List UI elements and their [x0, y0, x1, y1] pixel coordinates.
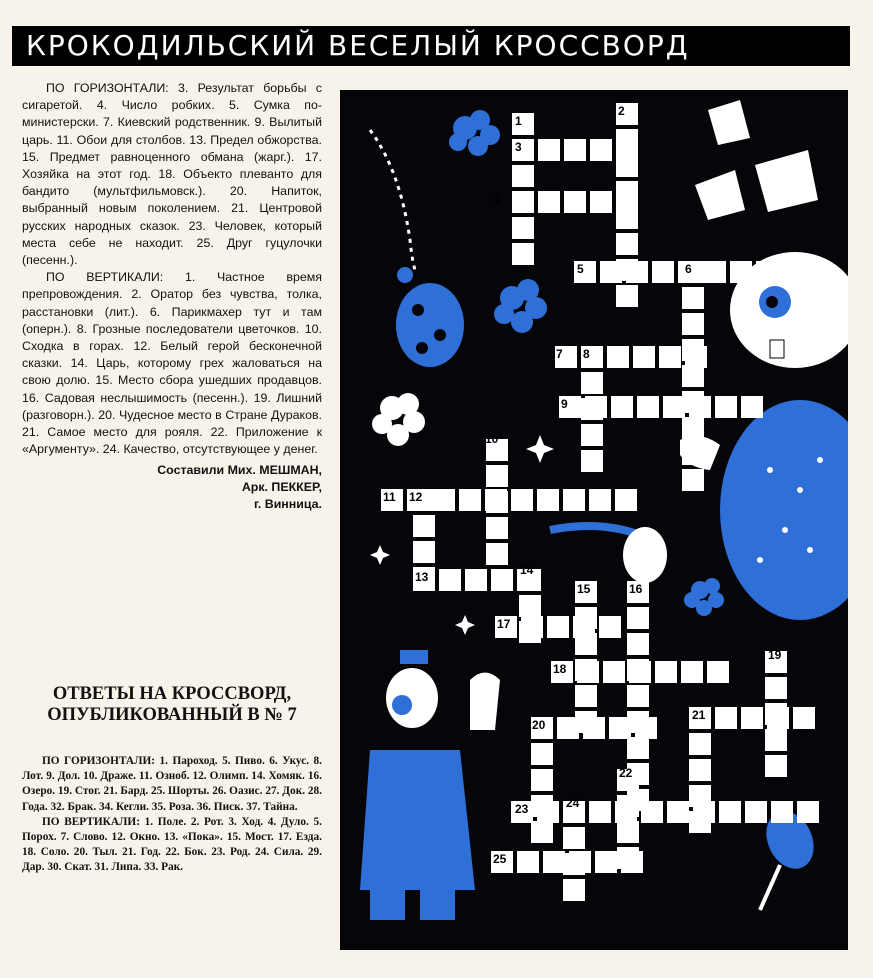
grid-cell[interactable]	[707, 661, 729, 683]
clue-number: 4	[493, 192, 500, 206]
grid-cell[interactable]	[627, 685, 649, 707]
grid-cell[interactable]	[512, 243, 534, 265]
grid-cell[interactable]	[663, 396, 685, 418]
grid-cell[interactable]	[521, 616, 543, 638]
grid-cell[interactable]	[633, 346, 655, 368]
grid-cell[interactable]	[569, 851, 591, 873]
grid-cell[interactable]	[600, 261, 622, 283]
grid-cell[interactable]	[531, 821, 553, 843]
grid-cell[interactable]	[607, 346, 629, 368]
grid-cell[interactable]	[616, 191, 638, 213]
grid-cell[interactable]	[595, 851, 617, 873]
clue-number: 21	[692, 708, 706, 722]
clue-number: 2	[618, 104, 625, 118]
grid-cell[interactable]	[627, 737, 649, 759]
flower-icon	[372, 393, 425, 446]
clue-number: 24	[566, 796, 580, 810]
grid-cell[interactable]	[564, 191, 586, 213]
clues-horizontal: ПО ГОРИЗОНТАЛИ: 3. Результат борьбы с сигаретой. 4. Число робких. 5. Сумка по-министерски. 7. Киевский родственник. 9. Вылитый царь. 11. Обои для столбов. 13. Предел обжорства. 15. Предмет равноценного обмана (жарг.). 17. Хозяйка на этот год. 18. Объекто плеванто для бандито (мультфильмовск.). 20. Напиток, выбранный новым поколением. 21. Центровой русских народных сказок. 23. Человек, который места себе не находит. 25. Друг гуцулочки (песенн.).	[22, 81, 322, 268]
grid-cell[interactable]	[538, 139, 560, 161]
grid-cell[interactable]	[682, 469, 704, 491]
clue-number: 3	[515, 140, 522, 154]
grid-cell[interactable]	[581, 424, 603, 446]
grid-cell[interactable]	[581, 372, 603, 394]
grid-cell[interactable]	[615, 489, 637, 511]
grid-cell[interactable]	[745, 801, 767, 823]
clue-number: 19	[768, 648, 782, 662]
grid-cell[interactable]	[511, 489, 533, 511]
grid-cell[interactable]	[491, 569, 513, 591]
grid-cell[interactable]	[704, 261, 726, 283]
grid-cell[interactable]	[730, 261, 752, 283]
grid-cell[interactable]	[715, 396, 737, 418]
grid-cell[interactable]	[659, 346, 681, 368]
answers-horizontal: ПО ГОРИЗОНТАЛИ: 1. Пароход. 5. Пиво. 6. Укус. 8. Лот. 9. Дол. 10. Драже. 11. Озноб. 12. Олимп. 14. Хомяк. 16. Озеро. 19. Стог. 21. Бард. 25. Шорты. 26. Оазис. 27. Док. 28. Года. 32. Брак. 34. Кегли. 35. Роза. 36. Писк. 37. Тайна.	[22, 755, 322, 813]
grid-cell[interactable]	[756, 261, 778, 283]
grid-cell[interactable]	[765, 677, 787, 699]
clue-number: 6	[685, 262, 692, 276]
grid-cell[interactable]	[512, 217, 534, 239]
clue-number: 17	[497, 617, 511, 631]
grid-cell[interactable]	[715, 707, 737, 729]
grid-cell[interactable]	[575, 633, 597, 655]
clue-number: 1	[515, 114, 522, 128]
grid-cell[interactable]	[575, 685, 597, 707]
clue-number: 13	[415, 570, 429, 584]
grid-cell[interactable]	[439, 569, 461, 591]
grid-cell[interactable]	[531, 769, 553, 791]
grid-cell[interactable]	[682, 443, 704, 465]
grid-cell[interactable]	[433, 489, 455, 511]
grid-cell[interactable]	[616, 155, 638, 177]
grid-cell[interactable]	[557, 717, 579, 739]
clue-number: 12	[409, 490, 423, 504]
credits-line-2: Арк. ПЕККЕР,	[241, 480, 322, 495]
grid-cell[interactable]	[581, 450, 603, 472]
grid-cell[interactable]	[765, 729, 787, 751]
grid-cell[interactable]	[599, 616, 621, 638]
grid-cell[interactable]	[537, 801, 559, 823]
crossword-panel	[340, 90, 848, 950]
grid-cell[interactable]	[538, 191, 560, 213]
clue-number: 11	[383, 490, 396, 504]
grid-cell[interactable]	[413, 515, 435, 537]
answers-title: ОТВЕТЫ НА КРОССВОРД, ОПУБЛИКОВАННЫЙ В № 7	[47, 684, 297, 725]
grid-cell[interactable]	[797, 801, 819, 823]
grid-cell[interactable]	[486, 517, 508, 539]
grid-cell[interactable]	[693, 801, 715, 823]
clue-number: 5	[577, 262, 584, 276]
grid-cell[interactable]	[547, 616, 569, 638]
credits-line-3: г. Винница.	[253, 497, 322, 512]
flower-icon	[494, 279, 547, 333]
pipe-icon	[550, 526, 667, 583]
grid-cell[interactable]	[682, 365, 704, 387]
grid-cell[interactable]	[575, 607, 597, 629]
clues-vertical: ПО ВЕРТИКАЛИ: 1. Частное время препровождения. 2. Оратор без чувства, толка, расстановки (лит.). 6. Парикмахер тут и там (оперн.). 8. Грозные последователи цветочков. 10. Сходка в горах. 12. Белый герой бесконечной сказки. 14. Царь, которому грех жаловаться на свою долю. 15. Место сбора ушедших продавцов. 16. Садовая неслышимость (песенн.). 19. Лишний (разговорн.). 20. Чудесное место в Стране Дураков. 21. Самое место для рояля. 22. Приложение к «Аргументу». 24. Качество, отсутствующее у денег.	[22, 270, 322, 457]
clue-number: 14	[520, 563, 534, 577]
grid-cell[interactable]	[689, 759, 711, 781]
grid-cell[interactable]	[641, 801, 663, 823]
grid-cell[interactable]	[765, 755, 787, 777]
flower-icon	[449, 110, 500, 156]
grid-cell[interactable]	[617, 821, 639, 843]
clue-number: 20	[532, 718, 546, 732]
grid-cell[interactable]	[689, 733, 711, 755]
grid-cell[interactable]	[682, 417, 704, 439]
grid-cell[interactable]	[563, 489, 585, 511]
paper-icon	[695, 100, 818, 220]
credits-line-1: Составили Мих. МЕШМАН,	[157, 463, 322, 478]
grid-cell[interactable]	[577, 661, 599, 683]
man-in-coat-icon	[360, 650, 500, 920]
clue-number: 15	[577, 582, 591, 596]
grid-cell[interactable]	[682, 287, 704, 309]
grid-cell[interactable]	[629, 661, 651, 683]
clue-number: 9	[561, 397, 568, 411]
grid-cell[interactable]	[590, 191, 612, 213]
grid-cell[interactable]	[682, 313, 704, 335]
grid-cell[interactable]	[512, 191, 534, 213]
grid-cell[interactable]	[667, 801, 689, 823]
crossword-title: КРОКОДИЛЬСКИЙ ВЕСЕЛЫЙ КРОССВОРД	[12, 26, 850, 66]
grid-cell[interactable]	[635, 717, 657, 739]
grid-cell[interactable]	[564, 139, 586, 161]
grid-cell[interactable]	[583, 717, 605, 739]
grid-cell[interactable]	[609, 717, 631, 739]
grid-cell[interactable]	[603, 661, 625, 683]
grid-cell[interactable]	[531, 743, 553, 765]
clue-number: 25	[493, 852, 507, 866]
grid-cell[interactable]	[611, 396, 633, 418]
grid-cell[interactable]	[741, 707, 763, 729]
clue-number: 10	[485, 432, 499, 446]
beetle-icon	[396, 267, 464, 367]
grid-cell[interactable]	[537, 489, 559, 511]
clues-column	[22, 80, 322, 513]
grid-cell[interactable]	[485, 489, 507, 511]
grid-cell[interactable]	[719, 801, 741, 823]
clue-number: 23	[515, 802, 529, 816]
credits	[22, 462, 322, 513]
grid-cell[interactable]	[681, 661, 703, 683]
flower-icon	[684, 578, 724, 616]
grid-cell[interactable]	[616, 285, 638, 307]
grid-cell[interactable]	[615, 801, 637, 823]
clue-number: 18	[553, 662, 567, 676]
grid-cell[interactable]	[563, 879, 585, 901]
grid-cell[interactable]	[517, 851, 539, 873]
grid-cell[interactable]	[637, 396, 659, 418]
grid-cell[interactable]	[519, 595, 541, 617]
grid-cell[interactable]	[589, 801, 611, 823]
grid-cell[interactable]	[512, 165, 534, 187]
grid-cell[interactable]	[793, 707, 815, 729]
grid-cell[interactable]	[543, 851, 565, 873]
clue-number: 16	[629, 582, 643, 596]
grid-cell[interactable]	[627, 607, 649, 629]
grid-cell[interactable]	[616, 129, 638, 151]
grid-cell[interactable]	[590, 139, 612, 161]
trail-line	[370, 130, 415, 270]
grid-cell[interactable]	[465, 569, 487, 591]
grid-cell[interactable]	[589, 489, 611, 511]
grid-cell[interactable]	[486, 465, 508, 487]
clue-number: 7	[556, 347, 563, 361]
grid-cell[interactable]	[685, 346, 707, 368]
grid-cell[interactable]	[771, 801, 793, 823]
clue-number: 22	[619, 766, 633, 780]
grid-cell[interactable]	[621, 851, 643, 873]
grid-cell[interactable]	[459, 489, 481, 511]
grid-cell[interactable]	[741, 396, 763, 418]
grid-cell[interactable]	[689, 396, 711, 418]
answers-vertical: ПО ВЕРТИКАЛИ: 1. Поле. 2. Рот. 3. Ход. 4. Дуло. 5. Порох. 7. Слово. 12. Окно. 13. «Пока». 15. Мост. 17. Езда. 18. Соло. 20. Тыл. 21. Год. 22. Бок. 23. Род. 24. Сила. 29. Дар. 30. Скат. 31. Липа. 33. Рак.	[22, 815, 322, 874]
grid-cell[interactable]	[563, 827, 585, 849]
grid-cell[interactable]	[616, 233, 638, 255]
clue-number: 8	[583, 347, 590, 361]
grid-cell[interactable]	[585, 396, 607, 418]
grid-cell[interactable]	[626, 261, 648, 283]
grid-cell[interactable]	[627, 633, 649, 655]
grid-cell[interactable]	[413, 541, 435, 563]
grid-cell[interactable]	[767, 707, 789, 729]
grid-cell[interactable]	[652, 261, 674, 283]
grid-cell[interactable]	[486, 543, 508, 565]
answers-block	[22, 754, 322, 876]
grid-cell[interactable]	[655, 661, 677, 683]
